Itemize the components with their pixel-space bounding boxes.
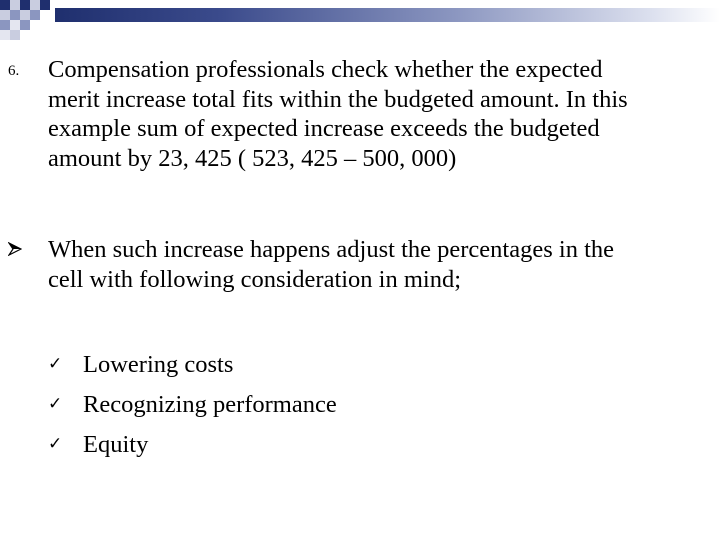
list-item-text: Compensation professionals check whether the expected merit increase total fits within the budgeted amount. In this example sum of expected increase exceeds the budgeted amount by 23, 425 ( 523, 425 – 500, 000): [48, 56, 628, 172]
sub-list-item-text: Equity: [83, 431, 149, 458]
arrow-bullet-icon: [8, 242, 22, 256]
sub-list-item: [0, 348, 720, 388]
sub-list-item-text: Lowering costs: [83, 351, 234, 378]
decorative-top-bar: [55, 8, 720, 22]
sub-list-item-text: Recognizing performance: [83, 391, 337, 418]
list-item-text: When such increase happens adjust the percentages in the cell with following consideration in mind;: [48, 236, 615, 293]
sub-list-item: [0, 428, 720, 468]
check-icon: ✓: [48, 394, 63, 414]
decorative-checker-pattern: [0, 0, 60, 44]
check-icon: ✓: [48, 354, 63, 374]
check-icon: ✓: [48, 434, 63, 454]
sub-list: [0, 348, 720, 468]
sub-list-item: [0, 388, 720, 428]
list-number: 6.: [8, 63, 20, 79]
